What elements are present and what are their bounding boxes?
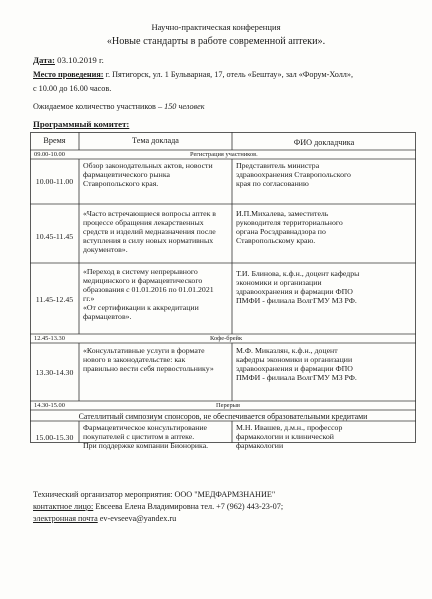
venue-value: г. Пятигорск, ул. 1 Бульварная, 17, отель «Бештау», зал «Форум-Холл», (103, 70, 354, 79)
date-value: 03.10.2019 г. (54, 55, 104, 65)
topic-line: медицинского и фармацевтического (83, 276, 203, 285)
speaker-line: фармакологии (236, 441, 284, 450)
talk-speaker (236, 423, 342, 450)
column-header-time: Время (43, 136, 66, 145)
topic-line: документов». (83, 245, 128, 254)
speaker-line: фармакологии и клинической (236, 432, 334, 441)
speaker-line: М.Н. Ивашев, д.м.н., профессор (236, 423, 343, 432)
organizer-line (33, 490, 275, 499)
column-header-speaker: ФИО докладчика (293, 138, 355, 147)
speaker-line: экономики и организации (236, 278, 322, 287)
talk-topic (83, 423, 208, 450)
speaker-line: ПМФИ - филиала ВолгГМУ МЗ РФ. (236, 296, 357, 305)
speaker-line: органа Росздравнадзора по (236, 227, 326, 236)
speaker-line: Ставропольскому краю. (236, 236, 316, 245)
topic-line: процессе обращения лекарственных (83, 218, 204, 227)
contact-line (33, 502, 283, 511)
participants-label: Ожидаемое количество участников – (33, 102, 165, 111)
organizer-label: Технический организатор мероприятия: (33, 490, 173, 499)
coffee-break-text: Кофе-брейк (210, 335, 243, 342)
email-link[interactable]: ev-evseeva@yandex.ru (97, 514, 177, 523)
topic-line: «Консультативные услуги в формате (83, 346, 205, 355)
column-header-topic: Тема доклада (132, 136, 179, 145)
topic-line: фармацевтического рынка (83, 170, 170, 179)
email-label: электронная почта (33, 514, 98, 523)
program-table (30, 128, 416, 450)
slot-time: 10.45-11.45 (35, 232, 74, 241)
topic-line: «Переход в систему непрерывного (83, 267, 198, 276)
topic-line: образования с 01.01.2016 по 01.01.2021 (83, 285, 214, 294)
speaker-line: И.П.Михалева, заместитель (236, 209, 329, 218)
contact-value: Евсеева Елена Владимировна тел. +7 (962) 443-23-07; (93, 502, 284, 511)
date-label: Дата: (33, 55, 55, 65)
committee-heading: Программный комитет: (33, 119, 130, 129)
speaker-line: Т.И. Блинова, к.ф.н., доцент кафедры (236, 269, 360, 278)
registration-time: 09.00-10.00 (34, 151, 65, 158)
topic-line: покупателей с циститом в аптеке. (83, 432, 195, 441)
topic-line: При поддержке компании Бионорика. (83, 441, 209, 450)
talk-speaker (236, 269, 359, 305)
break-text: Перерыв (216, 402, 240, 409)
speaker-line: руководителя территориального (236, 218, 343, 227)
topic-line: «От сертификации к аккредитации (83, 303, 199, 312)
speaker-line: здравоохранения и фармации ФПО (236, 364, 353, 373)
slot-time: 15.00-15.30 (35, 433, 74, 442)
topic-line: Ставропольского края. (83, 179, 159, 188)
talk-speaker (236, 346, 357, 382)
email-line (33, 514, 176, 523)
break-time: 14.30-15.00 (34, 402, 65, 409)
venue-label: Место проведения: (33, 70, 104, 79)
venue-line (33, 70, 353, 79)
speaker-line: ПМФИ - филиала ВолгГМУ МЗ РФ. (236, 373, 357, 382)
organizer-value: ООО "МЕДФАРМЗНАНИЕ" (172, 490, 276, 499)
talk-topic (83, 267, 214, 321)
satellite-symposium-note: Сателлитный симпозиум спонсоров, не обеспечивается образовательными кредитами (78, 412, 368, 421)
coffee-break-time: 12.45-13.30 (34, 335, 65, 342)
talk-topic (83, 161, 213, 188)
topic-line: вступления в силу новых нормативных (83, 236, 214, 245)
speaker-line: М.Ф. Миказлян, к.ф.н., доцент (236, 346, 338, 355)
topic-line: Обзор законодательных актов, новости (83, 161, 213, 170)
date-line (33, 55, 104, 65)
talk-speaker (236, 209, 343, 245)
topic-line: нового в законодательстве: как (83, 355, 186, 364)
speaker-line: кафедры экономики и организации (236, 355, 353, 364)
talk-topic (83, 209, 216, 254)
contact-label: контактное лицо: (33, 502, 94, 511)
speaker-line: здравоохранения Ставропольского (236, 170, 351, 179)
slot-time: 11.45-12.45 (35, 295, 74, 304)
topic-line: «Часто встречающиеся вопросы аптек в (83, 209, 216, 218)
talk-speaker (236, 161, 351, 188)
topic-line: средств и изделий медназначения после (83, 227, 216, 236)
speaker-line: Представитель министра (236, 161, 320, 170)
topic-line: гг.» (83, 294, 95, 303)
topic-line: фармацевтов». (83, 312, 132, 321)
conference-type: Научно-практическая конференция (151, 22, 281, 32)
speaker-line: здравоохранения и фармации ФПО (236, 287, 353, 296)
slot-time: 10.00-11.00 (35, 177, 74, 186)
slot-time: 13.30-14.30 (35, 368, 74, 377)
conference-title: «Новые стандарты в работе современной аптеки». (106, 36, 326, 47)
participants-value: 150 человек (164, 102, 205, 111)
topic-line: правильно вести себя первостольнику» (83, 364, 214, 373)
participants-line (33, 102, 205, 111)
talk-topic (83, 346, 214, 373)
hours-line: с 10.00 до 16.00 часов. (33, 84, 112, 93)
registration-text: Регистрация участников. (190, 151, 258, 158)
speaker-line: края по согласованию (236, 179, 309, 188)
topic-line: Фармацевтическое консультирование (83, 423, 208, 432)
